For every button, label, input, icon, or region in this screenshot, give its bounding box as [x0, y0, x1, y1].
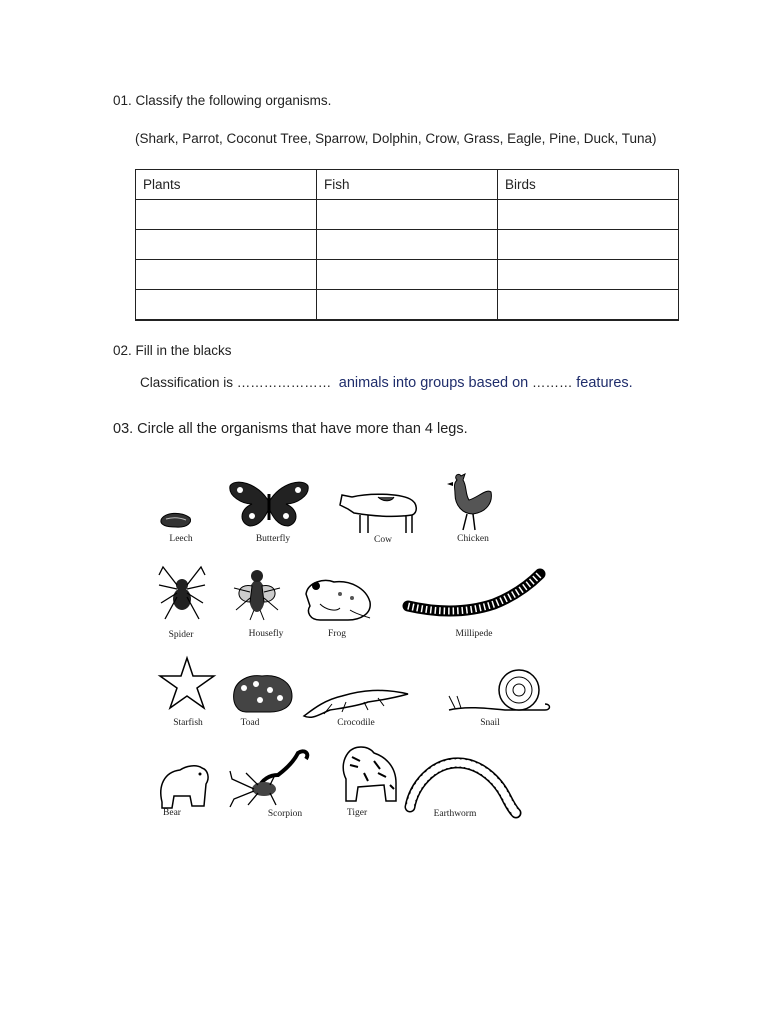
millipede-label: Millipede: [455, 629, 493, 639]
blank-part-4: features.: [576, 375, 633, 391]
tiger-label: Tiger: [346, 808, 368, 818]
chicken-image[interactable]: [443, 472, 495, 532]
crocodile-image[interactable]: [302, 680, 412, 722]
fill-blank-sentence: [140, 375, 633, 391]
housefly-image[interactable]: [230, 562, 284, 622]
header-birds: Birds: [498, 170, 679, 200]
toad-image[interactable]: [230, 670, 296, 714]
answer-cell[interactable]: [136, 290, 317, 321]
millipede-image[interactable]: [404, 568, 546, 624]
organism-list: (Shark, Parrot, Coconut Tree, Sparrow, Dolphin, Crow, Grass, Eagle, Pine, Duck, Tuna): [135, 131, 657, 146]
answer-cell[interactable]: [498, 260, 679, 290]
blank-part-3: ………: [532, 375, 573, 390]
answer-cell[interactable]: [317, 200, 498, 230]
answer-cell[interactable]: [136, 200, 317, 230]
butterfly-label: Butterfly: [255, 534, 291, 544]
frog-image[interactable]: [300, 574, 376, 624]
leech-image[interactable]: [158, 508, 194, 532]
snail-image[interactable]: [445, 666, 555, 718]
housefly-label: Housefly: [248, 629, 284, 639]
question-1-heading: 01. Classify the following organisms.: [113, 93, 332, 108]
tiger-image[interactable]: [334, 743, 404, 805]
frog-label: Frog: [328, 629, 346, 639]
spider-label: Spider: [168, 630, 194, 640]
earthworm-label: Earthworm: [433, 809, 477, 819]
answer-cell[interactable]: [136, 230, 317, 260]
table-row: [136, 260, 679, 290]
header-plants: Plants: [136, 170, 317, 200]
starfish-image[interactable]: [158, 656, 216, 712]
answer-cell[interactable]: [317, 260, 498, 290]
crocodile-label: Crocodile: [337, 718, 375, 728]
question-2-heading: 02. Fill in the blacks: [113, 343, 232, 358]
leech-label: Leech: [169, 534, 193, 544]
cow-label: Cow: [374, 535, 392, 545]
snail-label: Snail: [480, 718, 500, 728]
bear-image[interactable]: [156, 762, 212, 810]
table-header-row: [136, 170, 679, 200]
answer-cell[interactable]: [136, 260, 317, 290]
starfish-label: Starfish: [173, 718, 203, 728]
toad-label: Toad: [240, 718, 260, 728]
answer-cell[interactable]: [498, 290, 679, 321]
scorpion-label: Scorpion: [267, 809, 303, 819]
classification-table: [135, 169, 679, 321]
header-fish: Fish: [317, 170, 498, 200]
blank-part-1: Classification is …………………: [140, 375, 332, 390]
question-3-heading: 03. Circle all the organisms that have more than 4 legs.: [113, 421, 468, 437]
butterfly-image[interactable]: [228, 480, 310, 530]
answer-cell[interactable]: [317, 230, 498, 260]
answer-cell[interactable]: [317, 290, 498, 321]
scorpion-image[interactable]: [228, 749, 316, 811]
bear-label: Bear: [163, 808, 181, 818]
chicken-label: Chicken: [457, 534, 489, 544]
answer-cell[interactable]: [498, 200, 679, 230]
table-row: [136, 230, 679, 260]
cow-image[interactable]: [338, 487, 422, 535]
table-row: [136, 200, 679, 230]
answer-cell[interactable]: [498, 230, 679, 260]
spider-image[interactable]: [157, 561, 207, 625]
blank-part-2: animals into groups based on: [338, 375, 529, 391]
earthworm-image[interactable]: [404, 755, 522, 817]
table-row: [136, 290, 679, 321]
